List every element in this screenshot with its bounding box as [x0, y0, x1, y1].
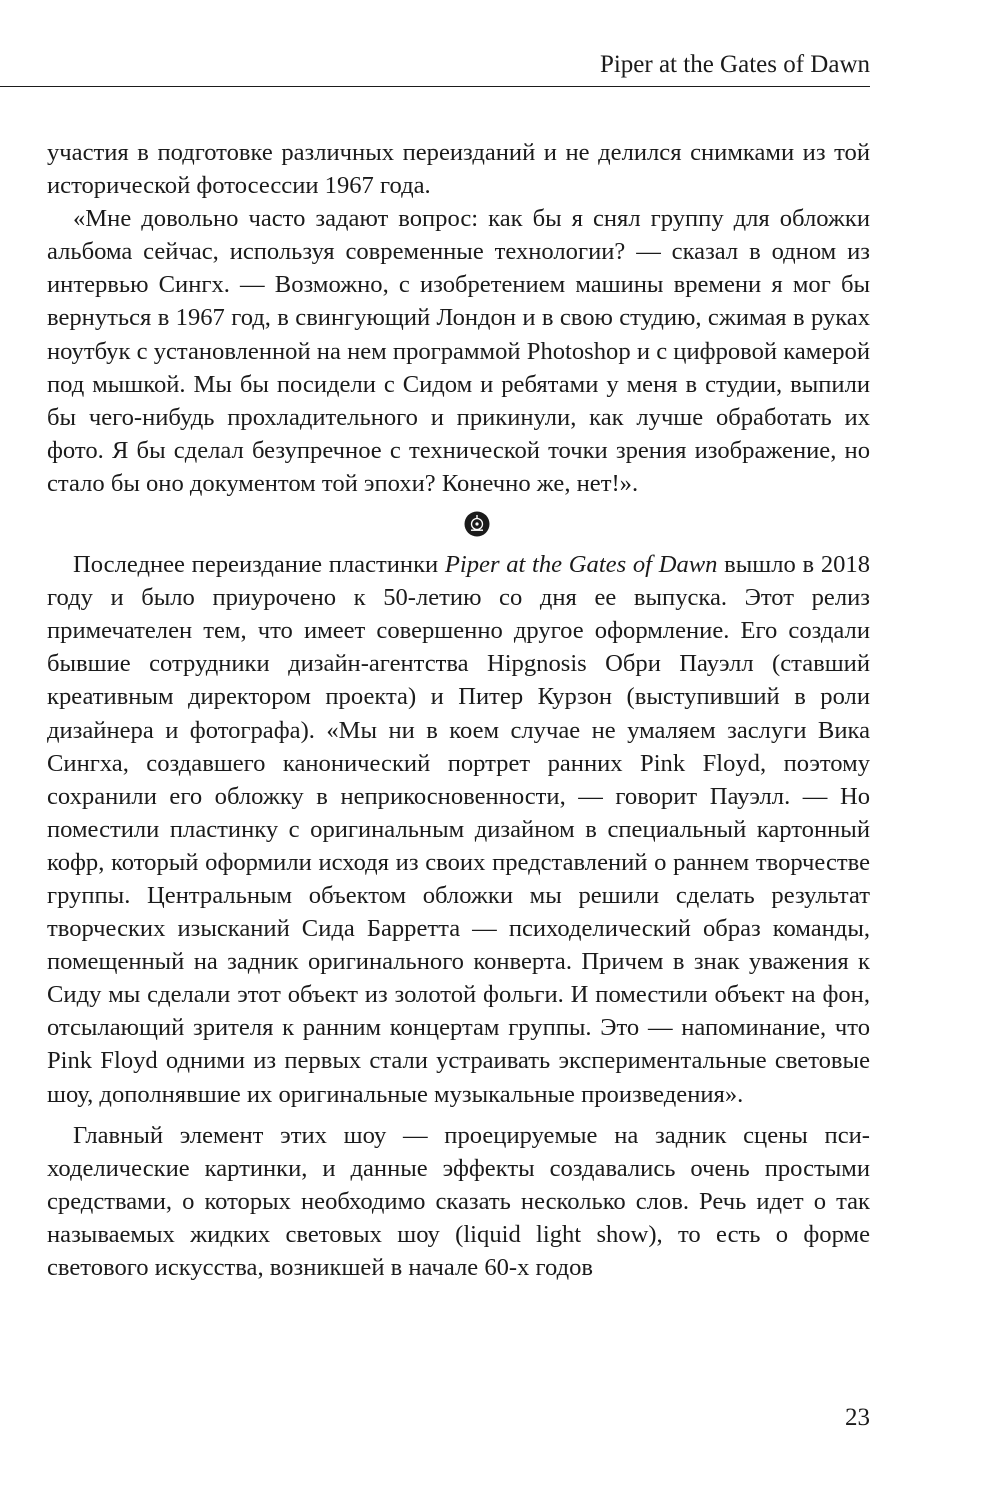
reissue-text-rest: вышло в 2018 году и было приурочено к 50-летию со дня ее выпуска. Этот релиз примечателен тем, что имеет совершенно другое оформление. Его создали бывшие сотрудники дизайн-агентства Hipgnosis Обри Пауэлл (ставший креативным директором проекта) и Питер Курзон (выступивший в роли дизайнера и фотографа). «Мы ни в коем случае не умаляем заслуги Вика Сингха, создавшего канонический портрет ранних Pink Floyd, поэтому сохранили его обложку в неприкосновенности, — говорит Пауэлл. — Но поместили пластинку с оригинальным дизайном в специальный картонный кофр, который оформили исходя из своих представлений о раннем творчестве группы. Центральным объектом обложки мы решили сделать результат творческих изысканий Сида Барретта — психоделический образ команды, помещенный на задник оригинального конверта. Причем в знак уважения к Сиду мы сделали этот объект из золотой фольги. И поместили объект на фон, отсылающий зрителя к ранним концертам группы. Это — напоминание, что Pink Floyd одними из первых стали устраивать экспериментальные световые шоу, дополнявшие их оригинальные музыкальные произведения».	[47, 551, 871, 1108]
record-disc-icon	[464, 511, 490, 537]
album-title: Piper at the Gates of Dawn	[444, 551, 718, 579]
paragraph-reissue	[47, 548, 870, 1111]
section-divider	[83, 500, 870, 548]
page-header	[0, 0, 1000, 88]
page-number: 23	[845, 1404, 870, 1431]
body-text	[47, 136, 870, 1284]
header-rule	[0, 86, 870, 87]
reissue-text-start: Последнее переиздание пластинки	[73, 551, 445, 579]
paragraph-light-show: Главный элемент этих шоу — проецируемые на задник сцены психоделические картинки, и данные эффекты создавались очень простыми средствами, о которых необходимо сказать несколько слов. Речь идет о так называемых жидких световых шоу (liquid light show), то есть о форме светового искусства, возникшей в начале 60-х годов	[47, 1121, 870, 1281]
running-title: Piper at the Gates of Dawn	[599, 51, 870, 78]
paragraph-quote-singh: «Мне довольно часто задают вопрос: как бы я снял группу для обложки альбома сейчас, используя современные технологии? — сказал в одном из интервью Сингх. — Возможно, с изобретением машины времени я мог бы вернуться в 1967 год, в свингующий Лондон и в свою студию, сжимая в руках ноутбук с установленной на нем программой Photoshop и с цифровой камерой под мышкой. Мы бы посидели с Сидом и ребятами у меня в студии, выпили бы чего-нибудь прохладительного и прикинули, как лучше обработать их фото. Я бы сделал безупречное с технической точки зрения изображение, но стало бы оно документом той эпохи? Конечно же, нет!».	[47, 205, 870, 497]
paragraph-continuation: участия в подготовке различных переизданий и не делился снимками из той исторической фотосессии 1967 года.	[47, 139, 870, 200]
